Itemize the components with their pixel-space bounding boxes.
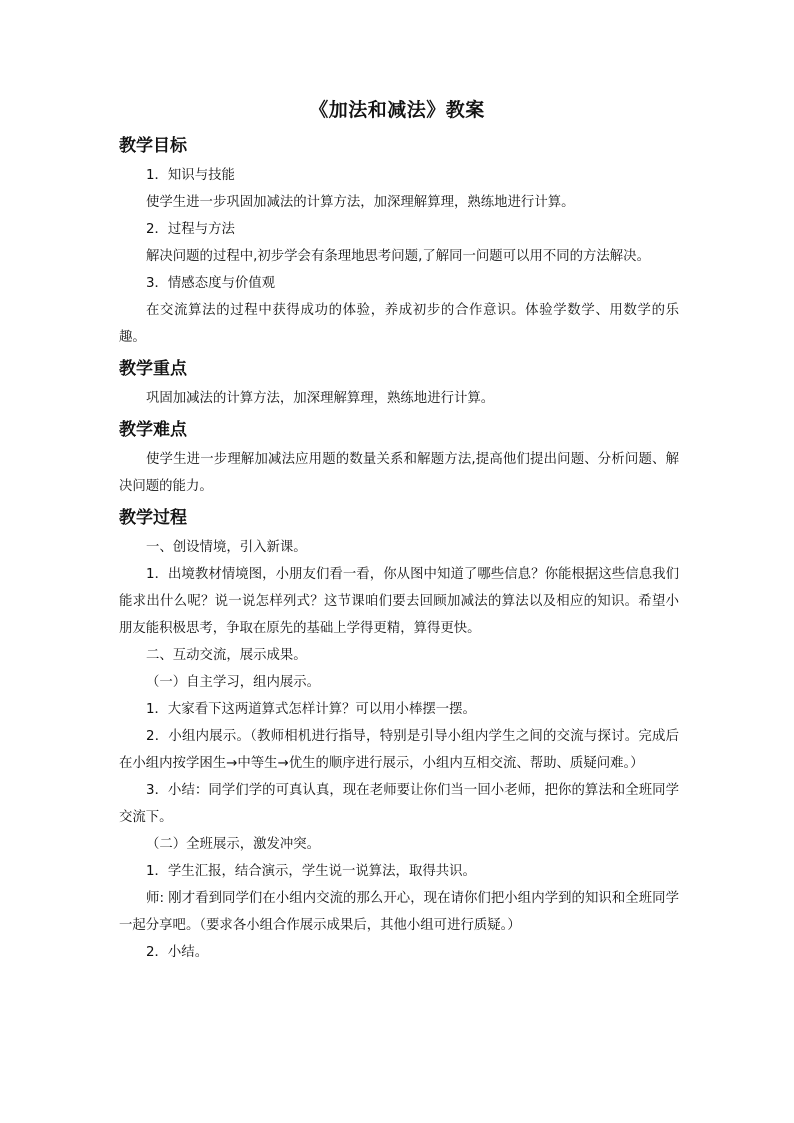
paragraph: 3．情感态度与价值观 — [146, 276, 276, 291]
paragraph: 1．知识与技能 — [146, 168, 235, 183]
paragraph: 使学生进一步理解加减法应用题的数量关系和解题方法,提高他们提出问题、分析问题、解决问题的能力。 — [119, 452, 679, 494]
paragraph: 在交流算法的过程中获得成功的体验，养成初步的合作意识。体验学数学、用数学的乐趣。 — [119, 303, 679, 345]
paragraph: （二）全班展示，激发冲突。 — [146, 837, 321, 852]
paragraph: 2．小结。 — [146, 945, 209, 960]
section-heading: 教学过程 — [119, 508, 187, 528]
section-key-points — [119, 357, 679, 412]
paragraph: 一、创设情境，引入新课。 — [146, 540, 307, 555]
paragraph: 师: 刚才看到同学们在小组内交流的那么开心，现在请你们把小组内学到的知识和全班同学一起分享吧。（要求各小组合作展示成果后，其他小组可进行质疑。） — [119, 891, 679, 933]
paragraph: 解决问题的过程中,初步学会有条理地思考问题,了解同一问题可以用不同的方法解决。 — [146, 249, 650, 264]
section-heading: 教学重点 — [119, 359, 187, 379]
paragraph: 3．小结：同学们学的可真认真，现在老师要让你们当一回小老师，把你的算法和全班同学交流下。 — [119, 783, 679, 825]
section-heading: 教学难点 — [119, 420, 187, 440]
paragraph: 1．学生汇报，结合演示，学生说一说算法，取得共识。 — [146, 864, 476, 879]
paragraph: 巩固加减法的计算方法，加深理解算理，熟练地进行计算。 — [146, 391, 495, 406]
paragraph: 二、互动交流，展示成果。 — [146, 648, 307, 663]
paragraph: 2．过程与方法 — [146, 222, 235, 237]
paragraph: 使学生进一步巩固加减法的计算方法，加深理解算理，熟练地进行计算。 — [146, 195, 575, 210]
paragraph: 1．出境教材情境图，小朋友们看一看，你从图中知道了哪些信息？你能根据这些信息我们能求出什么呢？说一说怎样列式？这节课咱们要去回顾加减法的算法以及相应的知识。希望小朋友能积极思考，争取在原先的基础上学得更精，算得更快。 — [119, 567, 679, 636]
paragraph: 2．小组内展示。（教师相机进行指导，特别是引导小组内学生之间的交流与探讨。完成后在小组内按学困生→中等生→优生的顺序进行展示，小组内互相交流、帮助、质疑问难。） — [119, 729, 679, 771]
section-difficulties — [119, 418, 679, 500]
document-body — [119, 134, 679, 966]
section-process — [119, 506, 679, 966]
document-title: 《加法和减法》教案 — [309, 99, 485, 121]
paragraph: 1．大家看下这两道算式怎样计算？可以用小棒摆一摆。 — [146, 702, 476, 717]
section-objectives — [119, 134, 679, 351]
paragraph: （一）自主学习，组内展示。 — [146, 675, 321, 690]
section-heading: 教学目标 — [119, 136, 187, 156]
